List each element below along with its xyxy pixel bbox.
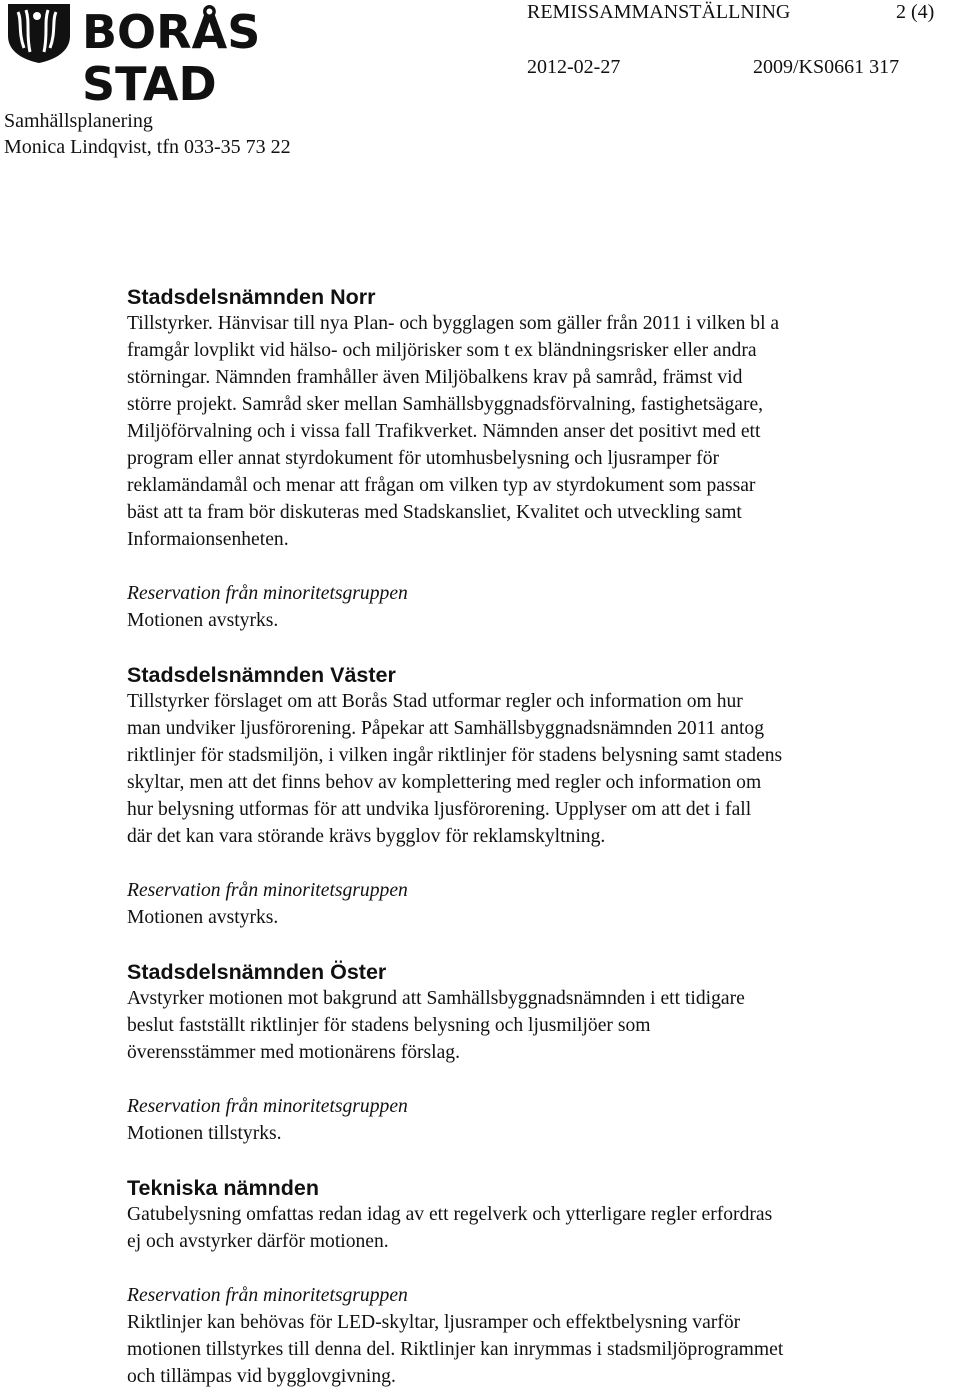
text-line: hur belysning utformas för att undvika ljusförorening. Upplyser om att det i fall bbox=[127, 799, 752, 820]
page-number: 2 (4) bbox=[896, 1, 935, 23]
section-heading: Stadsdelsnämnden Norr bbox=[127, 285, 376, 309]
reservation-label: Reservation från minoritetsgruppen bbox=[127, 1096, 408, 1117]
section-oster bbox=[127, 959, 927, 1147]
section-tekniska bbox=[127, 1175, 927, 1390]
document-date: 2012-02-27 bbox=[527, 56, 621, 78]
section-text bbox=[127, 688, 927, 850]
text-line: Motionen tillstyrks. bbox=[127, 1123, 282, 1144]
text-line: bäst att ta fram bör diskuteras med Stadskansliet, Kvalitet och utveckling samt bbox=[127, 502, 742, 523]
reservation-text bbox=[127, 904, 927, 931]
text-line: ej och avstyrker därför motionen. bbox=[127, 1231, 389, 1252]
reservation-label: Reservation från minoritetsgruppen bbox=[127, 1285, 408, 1306]
reservation-text bbox=[127, 607, 927, 634]
text-line: större projekt. Samråd sker mellan Samhällsbyggnadsförvalning, fastighetsägare, bbox=[127, 394, 764, 415]
document-reference: 2009/KS0661 317 bbox=[753, 56, 900, 78]
document-type: REMISSAMMANSTÄLLNING bbox=[527, 1, 791, 23]
text-line: Tillstyrker. Hänvisar till nya Plan- och bygglagen som gäller från 2011 i vilken bl a bbox=[127, 313, 780, 334]
reservation-label: Reservation från minoritetsgruppen bbox=[127, 583, 408, 604]
text-line: riktlinjer för stadsmiljön, i vilken ingår riktlinjer för stadens belysning samt stadens bbox=[127, 745, 783, 766]
text-line: där det kan vara störande krävs bygglov för reklamskyltning. bbox=[127, 826, 606, 847]
boras-stad-logo bbox=[4, 2, 376, 111]
text-line: Informaionsenheten. bbox=[127, 529, 289, 550]
coat-of-arms-icon bbox=[4, 2, 74, 64]
section-vaster bbox=[127, 662, 927, 931]
text-line: störningar. Nämnden framhåller även Miljöbalkens krav på samråd, främst vid bbox=[127, 367, 743, 388]
reservation-text bbox=[127, 1309, 927, 1390]
reservation-text bbox=[127, 1120, 927, 1147]
department-unit: Samhällsplanering bbox=[4, 110, 153, 132]
section-text bbox=[127, 985, 927, 1066]
text-line: Motionen avstyrks. bbox=[127, 610, 279, 631]
text-line: Gatubelysning omfattas redan idag av ett regelverk och ytterligare regler erfordras bbox=[127, 1204, 773, 1225]
document-body bbox=[127, 284, 927, 1390]
text-line: och tillämpas vid bygglovgivning. bbox=[127, 1366, 396, 1387]
text-line: Tillstyrker förslaget om att Borås Stad utformar regler och information om hur bbox=[127, 691, 743, 712]
section-heading: Tekniska nämnden bbox=[127, 1176, 319, 1200]
section-text bbox=[127, 310, 927, 553]
section-heading: Stadsdelsnämnden Väster bbox=[127, 663, 396, 687]
text-line: Miljöförvalning och i vissa fall Trafikverket. Nämnden anser det positivt med ett bbox=[127, 421, 761, 442]
text-line: framgår lovplikt vid hälso- och miljörisker som t ex bländningsrisker eller andra bbox=[127, 340, 757, 361]
reservation-label: Reservation från minoritetsgruppen bbox=[127, 880, 408, 901]
text-line: program eller annat styrdokument för utomhusbelysning och ljusramper för bbox=[127, 448, 720, 469]
logo-wordmark: BORÅS STAD bbox=[82, 5, 261, 111]
text-line: Motionen avstyrks. bbox=[127, 907, 279, 928]
section-text bbox=[127, 1201, 927, 1255]
text-line: beslut fastställt riktlinjer för stadens belysning och ljusmiljöer som bbox=[127, 1015, 651, 1036]
text-line: Avstyrker motionen mot bakgrund att Samhällsbyggnadsnämnden i ett tidigare bbox=[127, 988, 745, 1009]
text-line: motionen tillstyrkes till denna del. Riktlinjer kan inrymmas i stadsmiljöprogrammet bbox=[127, 1339, 784, 1360]
text-line: skyltar, men att det finns behov av komplettering med regler och information om bbox=[127, 772, 762, 793]
section-heading: Stadsdelsnämnden Öster bbox=[127, 960, 387, 984]
text-line: Riktlinjer kan behövas för LED-skyltar, ljusramper och effektbelysning varför bbox=[127, 1312, 741, 1333]
section-norr bbox=[127, 284, 927, 634]
text-line: man undviker ljusförorening. Påpekar att Samhällsbyggnadsnämnden 2011 antog bbox=[127, 718, 765, 739]
text-line: överensstämmer med motionärens förslag. bbox=[127, 1042, 460, 1063]
contact-person: Monica Lindqvist, tfn 033-35 73 22 bbox=[4, 136, 291, 158]
text-line: reklamändamål och menar att frågan om vilken typ av styrdokument som passar bbox=[127, 475, 756, 496]
department-block bbox=[4, 108, 291, 160]
